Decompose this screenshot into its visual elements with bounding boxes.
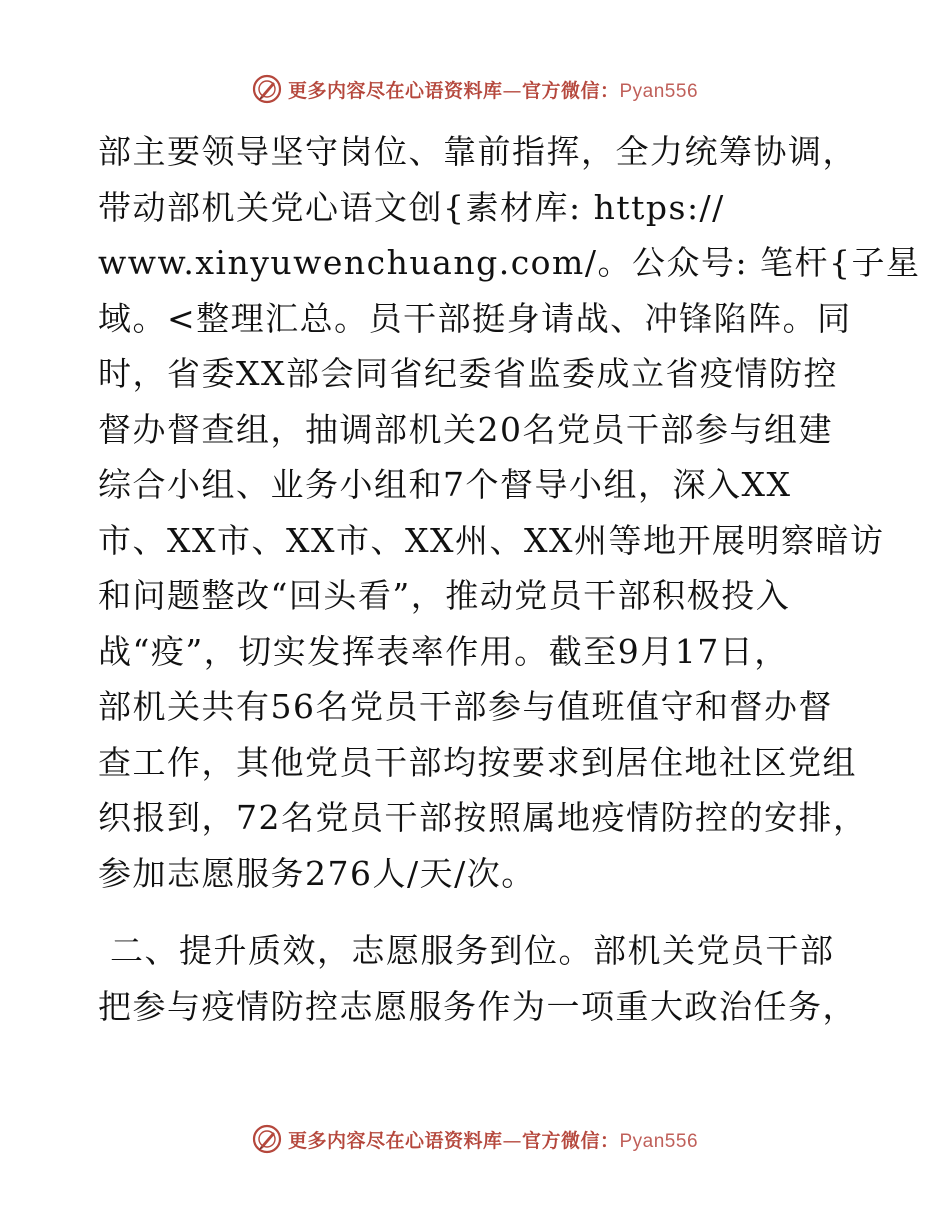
text-line: 战“疫”，切实发挥表率作用。截至9月17日，	[98, 631, 789, 671]
text-line: 市、XX市、XX市、XX州、XX州等地开展明察暗访	[98, 520, 885, 560]
header-watermark	[0, 72, 950, 106]
text-line: 带动部机关党心语文创{素材库: https://	[98, 187, 725, 227]
paragraph-2	[98, 923, 858, 1034]
watermark-dash: —	[502, 79, 522, 102]
text-line: 部机关共有56名党员干部参与值班值守和督办督	[98, 687, 833, 726]
text-line: 织报到，72名党员干部按照属地疫情防控的安排，	[98, 798, 868, 837]
document-body	[98, 124, 921, 1034]
text-line: 参加志愿服务276人/天/次。	[98, 853, 536, 893]
text-line: www.xinyuwenchuang.com/。公众号: 笔杆{子星	[98, 243, 921, 282]
text-line: 综合小组、业务小组和7个督导小组，深入XX	[98, 465, 792, 504]
watermark-wechat-id: Pyan556	[619, 80, 699, 102]
text-line: 把参与疫情防控志愿服务作为一项重大政治任务，	[98, 986, 857, 1026]
text-line: 时，省委XX部会同省纪委省监委成立省疫情防控	[98, 354, 838, 393]
watermark-brand-text: 更多内容尽在心语资料库	[287, 79, 503, 102]
text-line: 二、提升质效，志愿服务到位。部机关党员干部	[98, 931, 835, 970]
watermark-brand-text: 更多内容尽在心语资料库	[287, 1129, 503, 1152]
watermark-dash: —	[502, 1129, 522, 1152]
footer-watermark	[0, 1122, 950, 1156]
text-line: 督办督查组，抽调部机关20名党员干部参与组建	[98, 409, 833, 449]
pen-logo-icon	[252, 74, 282, 104]
text-line: 域。<整理汇总。员干部挺身请战、冲锋陷阵。同	[98, 298, 852, 338]
paragraph-1	[98, 124, 921, 901]
pen-logo-icon	[252, 1124, 282, 1154]
watermark-wechat-label: 官方微信：	[521, 79, 620, 102]
watermark-wechat-id: Pyan556	[619, 1130, 699, 1152]
paragraph-gap	[98, 901, 858, 923]
watermark-wechat-label: 官方微信：	[521, 1129, 620, 1152]
text-line: 查工作，其他党员干部均按要求到居住地社区党组	[98, 742, 857, 782]
text-line: 和问题整改“回头看”，推动党员干部积极投入	[98, 576, 791, 615]
text-line: 部主要领导坚守岗位、靠前指挥，全力统筹协调，	[98, 132, 857, 171]
